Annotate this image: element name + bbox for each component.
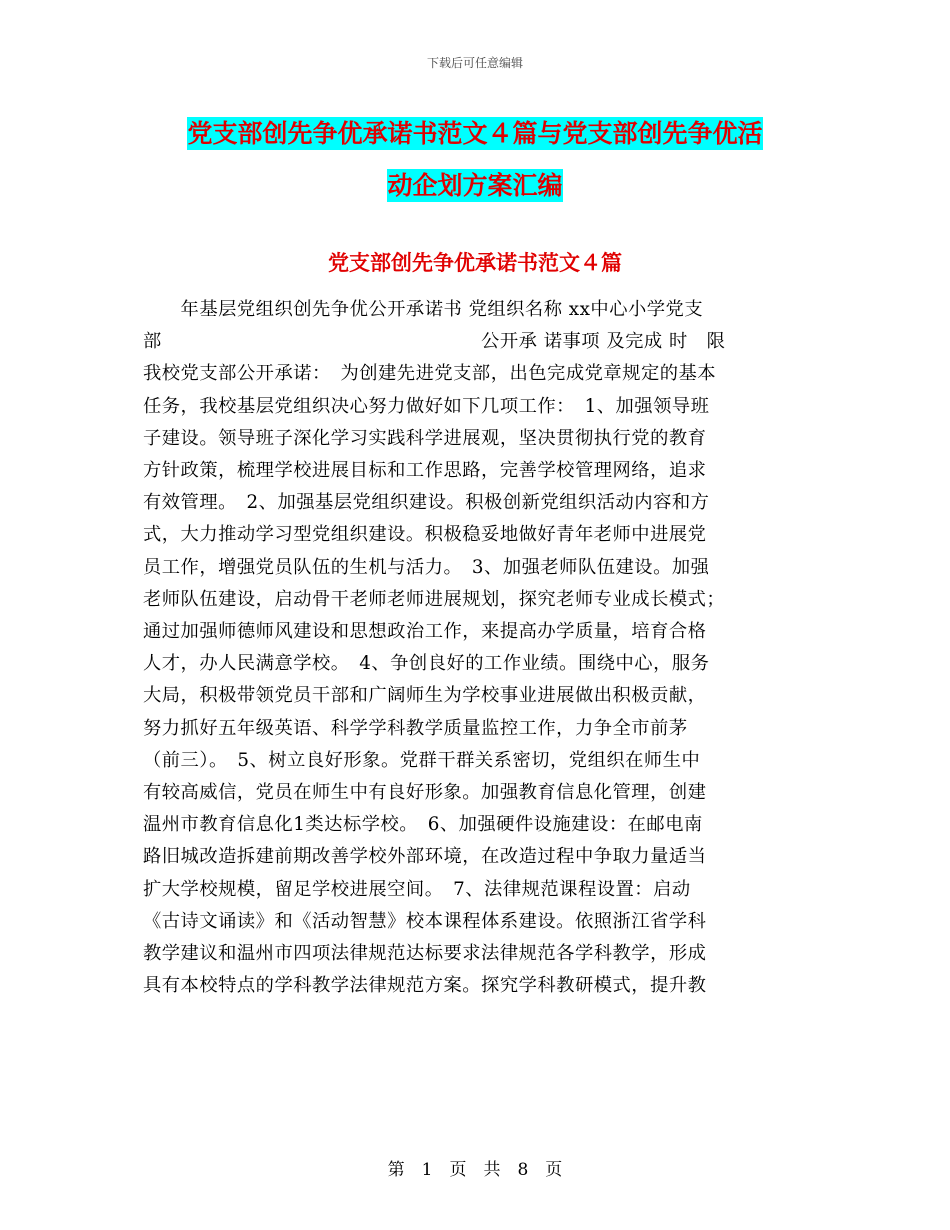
body-line: 具有本校特点的学科教学法律规范方案。探究学科教研模式，提升教: [143, 975, 707, 997]
body-line: 员工作，增强党员队伍的生机与活力。 3、加强老师队伍建设。加强: [143, 556, 710, 578]
body-line: 温州市教育信息化1类达标学校。 6、加强硬件设施建设：在邮电南: [143, 814, 703, 836]
body-line: 有较高威信，党员在师生中有良好形象。加强教育信息化管理，创建: [143, 782, 707, 804]
body-line: 扩大学校规模，留足学校进展空间。 7、法律规范课程设置：启动: [143, 878, 691, 900]
body-line: 人才，办人民满意学校。 4、争创良好的工作业绩。围绕中心，服务: [143, 653, 710, 675]
section-heading: 党支部创先争优承诺书范文４篇: [328, 250, 622, 275]
body-line: 部 公开承 诺事项 及完成 时 限: [143, 331, 726, 353]
body-line: 《古诗文诵读》和《活动智慧》校本课程体系建设。依照浙江省学科: [143, 910, 707, 932]
body-line: 教学建议和温州市四项法律规范达标要求法律规范各学科教学，形成: [143, 943, 707, 965]
body-line: 老师队伍建设，启动骨干老师老师进展规划，探究老师专业成长模式；: [143, 588, 726, 610]
document-title: [120, 108, 830, 212]
document-title-line-2: 动企划方案汇编: [387, 171, 563, 200]
body-line: 路旧城改造拆建前期改善学校外部环境，在改造过程中争取力量适当: [143, 846, 707, 868]
body-line: 年基层党组织创先争优公开承诺书 党组织名称 xx中心小学党支: [143, 299, 704, 320]
body-line: 子建设。领导班子深化学习实践科学进展观，坚决贯彻执行党的教育: [143, 427, 707, 449]
body-text: [143, 294, 801, 1002]
body-line: 大局，积极带领党员干部和广阔师生为学校事业进展做出积极贡献，: [143, 685, 707, 707]
body-line: 我校党支部公开承诺： 为创建先进党支部，出色完成党章规定的基本: [143, 363, 717, 385]
body-line: 努力抓好五年级英语、科学学科教学质量监控工作，力争全市前茅: [143, 717, 688, 739]
body-line: 有效管理。 2、加强基层党组织建设。积极创新党组织活动内容和方: [143, 492, 710, 514]
body-line: 方针政策，梳理学校进展目标和工作思路，完善学校管理网络，追求: [143, 460, 707, 482]
page-header-note: 下载后可任意编辑: [426, 56, 523, 70]
page-footer-number: 第 1 页 共 8 页: [387, 1160, 563, 1180]
body-line: 式，大力推动学习型党组织建设。积极稳妥地做好青年老师中进展党: [143, 524, 707, 546]
body-line: （前三）。 5、树立良好形象。党群干群关系密切，党组织在师生中: [143, 749, 701, 771]
body-line: 任务，我校基层党组织决心努力做好如下几项工作： 1、加强领导班: [143, 395, 710, 417]
body-line: 通过加强师德师风建设和思想政治工作，来提高办学质量，培育合格: [143, 621, 707, 643]
document-title-line-1: 党支部创先争优承诺书范文４篇与党支部创先争优活: [187, 119, 763, 148]
